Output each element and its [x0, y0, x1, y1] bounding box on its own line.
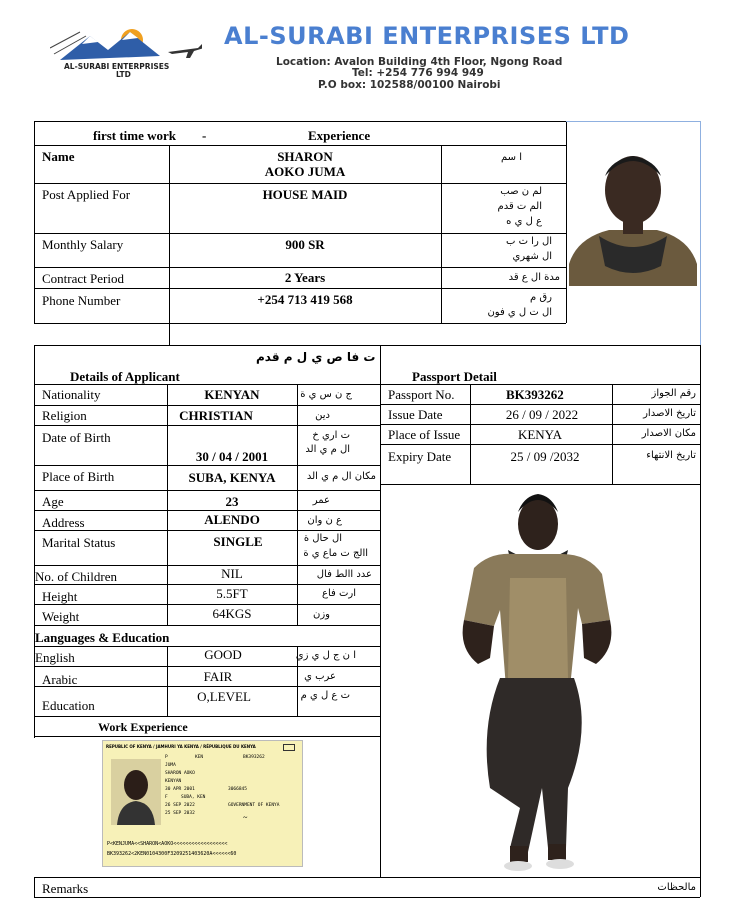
contract-ar: مدة ال ع قد [508, 272, 560, 283]
height-ar: ارت فاع [322, 588, 356, 599]
phone-ar-line2: ال ت ل ي فون [487, 307, 552, 318]
languages-heading: Languages & Education [35, 630, 170, 645]
experience-label: Experience [308, 128, 371, 143]
dash-separator: - [202, 128, 207, 143]
issue-date-label: Issue Date [388, 407, 443, 422]
passport-card-given: SHARON AOKO [165, 771, 195, 776]
phone-label: Phone Number [42, 293, 121, 308]
passport-no-label: Passport No. [388, 387, 455, 402]
post-label: Post Applied For [42, 187, 131, 202]
religion-ar: دين [315, 410, 330, 421]
contract-label: Contract Period [42, 271, 124, 286]
salary-ar-line1: ال را ت ب [505, 236, 552, 247]
passport-card-surname: JUMA [165, 763, 176, 768]
company-location: Location: Avalon Building 4th Floor, Ngong Road [276, 56, 563, 68]
weight-label: Weight [42, 609, 80, 624]
children-value: NIL [221, 566, 243, 581]
name-label: Name [42, 149, 75, 164]
name-value-line1: SHARON [277, 149, 333, 164]
company-phone: Tel: +254 776 994 949 [352, 67, 484, 79]
company-po-box: P.O box: 102588/00100 Nairobi [318, 79, 501, 91]
post-ar-line1: لم ن صب [500, 186, 542, 197]
passport-card-sex: F [165, 795, 168, 800]
height-value: 5.5FT [216, 586, 248, 601]
work-experience-heading: Work Experience [98, 720, 188, 734]
passport-no-ar: رقم الجواز [651, 388, 696, 399]
education-label: Education [42, 698, 95, 713]
english-label: English [35, 650, 75, 665]
salary-value: 900 SR [285, 237, 325, 252]
company-logo [50, 18, 202, 80]
dob-ar-line1: ت اري خ [312, 430, 350, 441]
dob-ar-line2: ال م ي الد [305, 444, 350, 455]
address-label: Address [42, 515, 85, 530]
company-name: AL-SURABI ENTERPRISES LTD [224, 22, 630, 50]
chip-icon [283, 744, 295, 751]
dob-value: 30 / 04 / 2001 [195, 449, 269, 464]
issue-place-label: Place of Issue [388, 427, 461, 442]
passport-card-expiry: 25 SEP 2032 [165, 811, 195, 816]
passport-scan [102, 740, 303, 867]
remarks-ar: مالحظات [657, 882, 696, 893]
phone-ar-line1: رق م [530, 292, 552, 303]
logo-text-line2: LTD [116, 70, 131, 79]
expiry-date-ar: تاريخ الانتهاء [646, 450, 696, 461]
post-ar-line2: الم ت قدم [497, 201, 542, 212]
issue-place-ar: مكان الاصدار [641, 428, 696, 439]
marital-value: SINGLE [213, 534, 263, 549]
weight-ar: وزن [312, 609, 330, 620]
passport-card-pob: SUBA, KEN [181, 795, 206, 800]
religion-value: CHRISTIAN [179, 408, 253, 423]
passport-card-type: P [165, 755, 168, 760]
issue-date-value: 26 / 09 / 2022 [505, 407, 579, 422]
marital-ar-line2: االج ت ماع ي ة [303, 548, 368, 559]
nationality-label: Nationality [42, 387, 101, 402]
post-value: HOUSE MAID [262, 187, 348, 202]
passport-card-mrz1: P<KENJUMA<<SHARON<AOKO<<<<<<<<<<<<<<<<<< [107, 841, 228, 847]
arabic-value: FAIR [203, 669, 233, 684]
nationality-value: KENYAN [204, 387, 260, 402]
passport-card-mrz2: BK393262<2KEN0104300F3209251403620A<<<<<<60 [107, 851, 237, 857]
age-value: 23 [225, 494, 239, 509]
education-value: O,LEVEL [197, 689, 251, 704]
pob-label: Place of Birth [42, 469, 115, 484]
passport-card-signature: ~ [243, 813, 248, 822]
details-heading-ar: ت فا ص ي ل م قدم [256, 350, 376, 364]
address-value: ALENDO [204, 512, 260, 527]
contract-value: 2 Years [284, 270, 326, 285]
passport-card-photo [111, 759, 161, 825]
passport-heading: Passport Detail [412, 369, 497, 384]
applicant-headshot [569, 146, 697, 286]
arabic-label: Arabic [42, 672, 78, 687]
passport-card-issue: 26 SEP 2022 [165, 803, 195, 808]
pob-ar: مكان ال م ي الد [306, 471, 376, 482]
passport-card-code: KEN [195, 755, 204, 760]
salary-ar-line2: ال شهري [512, 251, 552, 262]
dob-label: Date of Birth [42, 430, 111, 445]
nationality-ar: ج ن س ي ة [300, 389, 352, 400]
weight-value: 64KGS [212, 606, 252, 621]
address-ar: ع ن وان [307, 515, 342, 526]
post-ar-line3: ع ل ي ه [506, 216, 542, 227]
height-label: Height [42, 589, 78, 604]
children-label: No. of Children [35, 569, 117, 584]
salary-label: Monthly Salary [42, 237, 124, 252]
english-ar: ا ن ج ل ي زي [295, 650, 356, 661]
phone-value: +254 713 419 568 [257, 292, 353, 307]
issue-date-ar: تاريخ الاصدار [643, 408, 696, 419]
marital-ar-line1: ال حال ة [303, 533, 342, 544]
name-ar: ا سم [501, 152, 522, 163]
passport-card-authority: GOVERNMENT OF KENYA [228, 803, 280, 808]
remarks-label: Remarks [42, 881, 89, 896]
logo-text-line1: AL-SURABI ENTERPRISES [64, 62, 170, 71]
passport-card-number: BK393262 [243, 755, 265, 760]
age-label: Age [42, 494, 64, 509]
expiry-date-label: Expiry Date [388, 449, 452, 464]
education-ar: ت ع ل ي م [300, 690, 350, 701]
applicant-full-photo [450, 488, 620, 876]
arabic-ar: عرب ي [304, 671, 336, 682]
details-heading: Details of Applicant [70, 369, 180, 384]
passport-card-header: REPUBLIC OF KENYA / JAMHURI YA KENYA / RÉPUBLIQUE DU KENYA [106, 744, 256, 749]
expiry-date-value: 25 / 09 /2032 [510, 449, 580, 464]
religion-label: Religion [42, 408, 87, 423]
name-value-line2: AOKO JUMA [264, 164, 346, 179]
passport-no-value: BK393262 [506, 387, 564, 402]
children-ar: عدد االط فال [316, 569, 372, 580]
english-value: GOOD [204, 647, 242, 662]
age-ar: عمر [312, 495, 330, 506]
issue-place-value: KENYA [517, 427, 563, 442]
pob-value: SUBA, KENYA [188, 470, 276, 485]
marital-label: Marital Status [42, 535, 116, 550]
first-time-work-label: first time work [93, 128, 177, 143]
passport-card-dob: 30 APR 2001 [165, 787, 195, 792]
passport-card-nationality: KENYAN [165, 779, 182, 784]
passport-card-id: 3066845 [228, 787, 247, 792]
